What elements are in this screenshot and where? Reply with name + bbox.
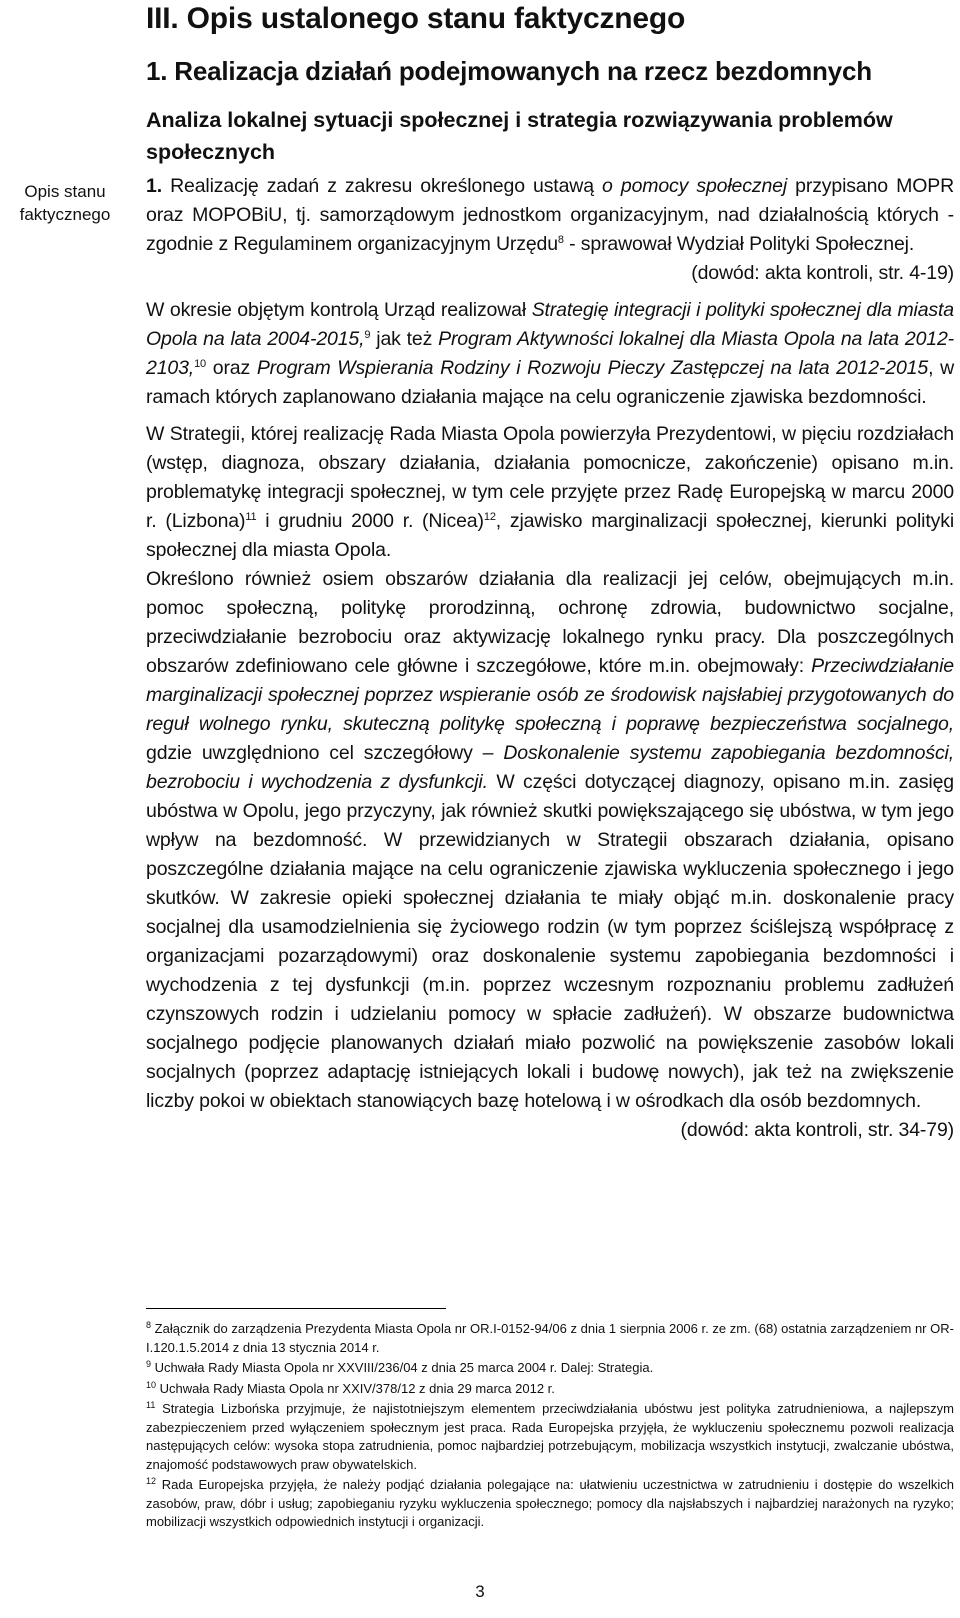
footnote-item: [146, 1380, 954, 1399]
footnote-ref[interactable]: 10: [194, 358, 206, 370]
list-number: 1.: [146, 175, 162, 197]
footnote-item: [146, 1400, 954, 1474]
footnote-text: Strategia Lizbońska przyjmuje, że najistotniejszym elementem przeciwdziałania ubóstwu jest polityka zatrudnieniowa, a najlepszym zabezpieczeniem przed wyłączeniem społecznym jest praca. Rada Europejska przyjęła, że wykluczeniu społecznemu pozwoli realizacja następujących celów: wysoka stopa zatrudnienia, pomoc najbardziej potrzebującym, mobilizacja wszystkich instytucji, zwalczanie ubóstwa, znajomość podstawowych praw obywatelskich.: [146, 1401, 954, 1472]
text-run: - sprawował Wydział Polityki Społecznej.: [563, 233, 915, 255]
footnote-number: 11: [146, 1400, 156, 1410]
evidence-note: (dowód: akta kontroli, str. 34-79): [680, 1119, 954, 1141]
text-run: W okresie objętym kontrolą Urząd realizował: [146, 299, 532, 321]
footnote-separator: [146, 1308, 446, 1309]
footnote-number: 9: [146, 1359, 152, 1369]
footnote-text: Załącznik do zarządzenia Prezydenta Miasta Opola nr OR.I-0152-94/06 z dnia 1 sierpnia 2006 r. ze zm. (68) ostatnia zarządzeniem nr OR-I.120.1.5.2014 z dnia 13 stycznia 2014 r.: [146, 1321, 954, 1355]
footnote-ref[interactable]: 11: [245, 511, 257, 523]
text-run: oraz: [206, 357, 257, 379]
topic-heading: Analiza lokalnej sytuacji społecznej i strategia rozwiązywania problemów społecznych: [146, 108, 893, 164]
subsection-heading: 1. Realizacja działań podejmowanych na rzecz bezdomnych: [146, 56, 872, 86]
footnote-ref[interactable]: 8: [557, 234, 564, 246]
text-run: gdzie uwzględniono cel szczegółowy –: [146, 742, 504, 764]
margin-note: [0, 180, 130, 226]
text-run: Realizację zadań z zakresu określonego ustawą: [161, 175, 603, 197]
text-run: , w ramach których zaplanowano działania mające na celu ograniczenie zjawiska bezdomności.: [146, 357, 955, 408]
footnote-item: [146, 1476, 954, 1532]
text-run: Określono również osiem obszarów działania dla realizacji jej celów, obejmujących m.in. pomoc społeczną, politykę prorodzinną, ochronę zdrowia, budownictwo socjalne, przeciwdziałanie bezrobociu oraz aktywizację lokalnego rynku pracy. Dla poszczególnych obszarów zdefiniowano cele główne i szczegółowe, które m.in. obejmowały:: [146, 568, 954, 677]
evidence-note: (dowód: akta kontroli, str. 4-19): [691, 262, 954, 284]
footnote-text: Uchwała Rady Miasta Opola nr XXIV/378/12 z dnia 29 marca 2012 r.: [156, 1380, 555, 1396]
text-run: W części dotyczącej diagnozy, opisano m.in. zasięg ubóstwa w Opolu, jego przyczyny, jak również skutki powiększającego się ubóstwa, w tym jego wpływ na bezdomność. W przewidzianych w Strategii obszarach działania, opisano poszczególne działania mające na celu ograniczenie zjawiska wykluczenia społecznego i jego skutków. W zakresie opieki społecznej działania te miały objąć m.in. doskonalenie pracy socjalnej dla usamodzielnienia się życiowego rodzin (w tym poprzez ściślejszą współpracę z organizacjami pozarządowymi) oraz doskonalenie systemu zapobiegania bezdomności i wychodzenia z tej dysfunkcji (m.in. poprzez wczesnym rozpoznaniu problemu zadłużeń czynszowych rodzin i udzielaniu pomocy w spłacie zadłużeń). W obszarze budownictwa socjalnego podjęcie planowanych działań miało pozwolić na powiększenie zasobów lokali socjalnych (poprzez adaptację istniejących lokali i budowę nowych), jak też na zwiększenie liczby pokoi w obiektach stanowiących bazę hotelową i w ośrodkach dla osób bezdomnych.: [146, 771, 954, 1112]
italic-run: Przeciwdziałanie marginalizacji społecznej poprzez wspieranie osób ze środowisk najsłabiej przygotowanych do reguł wolnego rynku, skuteczną politykę społeczną i poprawę bezpieczeństwa socjalnego,: [146, 655, 954, 735]
footnote-item: [146, 1320, 954, 1357]
text-run: i grudniu 2000 r. (Nicea): [256, 510, 484, 532]
paragraph-1: [146, 172, 954, 259]
footnote-ref[interactable]: 12: [483, 511, 496, 523]
page-number: 3: [475, 1582, 485, 1601]
footnote-text: Uchwała Rady Miasta Opola nr XXVIII/236/04 z dnia 25 marca 2004 r. Dalej: Strategia.: [151, 1360, 654, 1375]
paragraph-2: [146, 296, 954, 412]
italic-run: o pomocy społecznej: [602, 175, 788, 197]
text-run: jak też: [370, 328, 439, 350]
margin-note-line: Opis stanu: [24, 182, 106, 201]
text-run: przypisano MOPR oraz MOPOBiU, tj. samorządowym jednostkom organizacyjnym, nad działalnością których - zgodnie z Regulaminem organizacyjnym Urzędu: [146, 175, 954, 255]
footnotes: [146, 1320, 954, 1534]
footnote-number: 10: [146, 1379, 157, 1390]
footnote-text: Rada Europejska przyjęła, że należy podjąć działania polegające na: ułatwieniu uczestnictwa w zatrudnieniu i dostępie do wszelkich zasobów, praw, dóbr i usług; zapobieganiu ryzyku wykluczenia społecznego; pomocy dla najsłabszych i najbardziej narażonych na ryzyko; mobilizacji wszystkich odpowiednich instytucji i organizacji.: [146, 1477, 954, 1529]
margin-note-line: faktycznego: [19, 205, 111, 224]
italic-run: Program Aktywności lokalnej dla Miasta Opola na lata 2012-2103,: [146, 328, 955, 379]
body-text: [146, 172, 954, 1145]
section-heading: III. Opis ustalonego stanu faktycznego: [146, 2, 686, 35]
text-run: W Strategii, której realizację Rada Miasta Opola powierzyła Prezydentowi, w pięciu rozdziałach (wstęp, diagnoza, obszary działania, działania pomocnicze, zakończenie) opisano m.in. problematykę integracji społecznej, w tym cele przyjęte przez Radę Europejską w marcu 2000 r. (Lizbona): [146, 423, 954, 532]
footnote-item: [146, 1359, 954, 1378]
italic-run: Strategię integracji i polityki społecznej dla miasta Opola na lata 2004-2015,: [146, 299, 954, 350]
italic-run: Program Wspierania Rodziny i Rozwoju Pieczy Zastępczej na lata 2012-2015: [256, 357, 929, 379]
footnote-number: 8: [146, 1320, 152, 1330]
paragraph-4: [146, 565, 954, 1116]
footnote-number: 12: [146, 1476, 157, 1486]
italic-run: Doskonalenie systemu zapobiegania bezdomności, bezrobociu i wychodzenia z dysfunkcji.: [146, 742, 955, 793]
footnote-ref[interactable]: 9: [364, 329, 371, 341]
text-run: , zjawisko marginalizacji społecznej, kierunki polityki społecznej dla miasta Opola.: [146, 510, 955, 561]
paragraph-3: [146, 420, 954, 565]
